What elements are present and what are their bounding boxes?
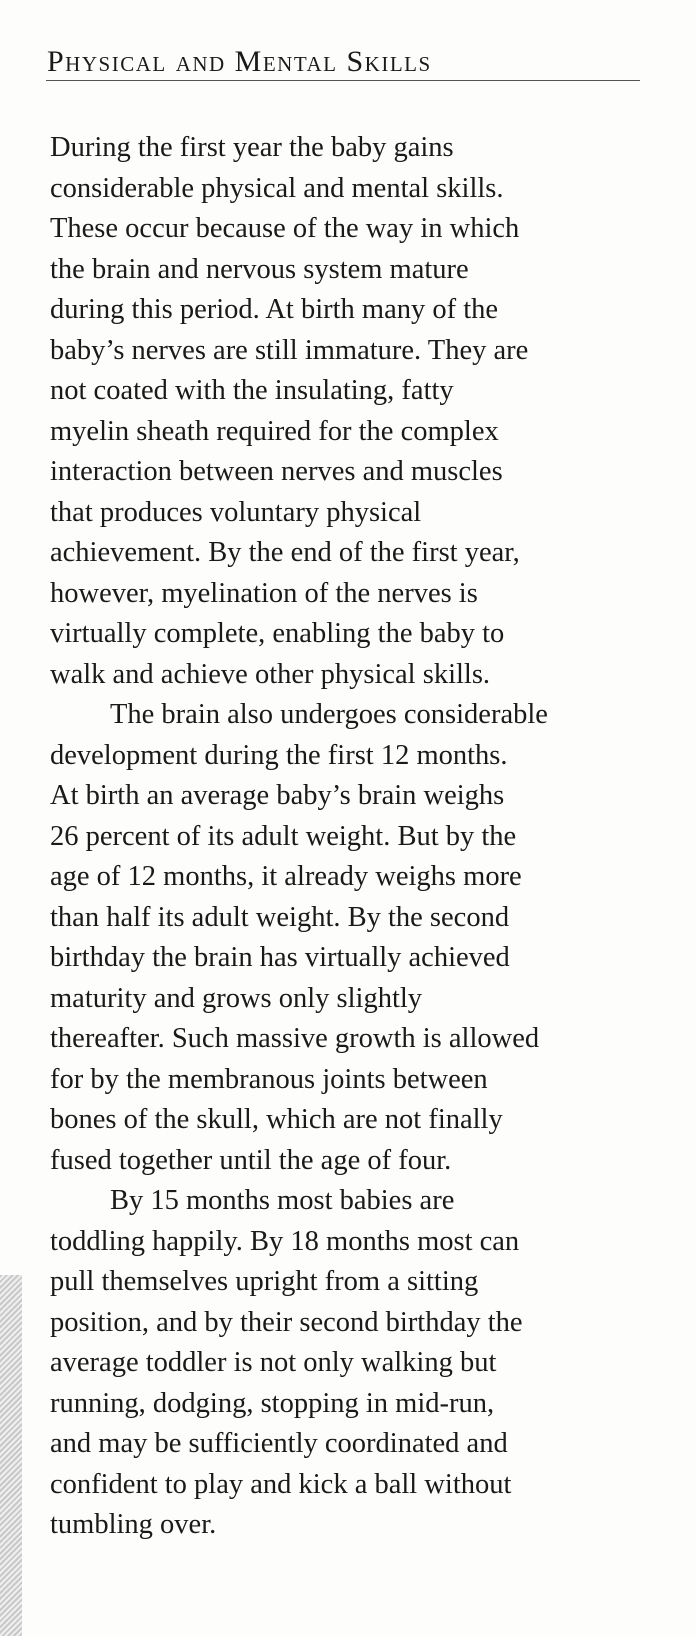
text-line: These occur because of the way in which [50,213,520,244]
text-line: baby’s nerves are still immature. They are [50,334,529,366]
text-line: development during the first 12 months. [50,739,508,771]
text-line: virtually complete, enabling the baby to [50,618,505,649]
paragraph-2 [50,695,650,1181]
text-line: pull themselves upright from a sitting [50,1266,479,1297]
paragraph-3 [50,1181,650,1546]
text-line: than half its adult weight. By the second [50,901,510,933]
text-line: average toddler is not only walking but [50,1347,497,1378]
text-line: position, and by their second birthday the [50,1306,523,1338]
text-line: that produces voluntary physical [50,496,422,528]
text-line: for by the membranous joints between [50,1063,488,1095]
text-line: not coated with the insulating, fatty [50,375,454,406]
text-line: running, dodging, stopping in mid-run, [50,1387,495,1419]
text-line: The brain also undergoes considerable [110,699,548,730]
text-line: confident to play and kick a ball without [50,1468,512,1500]
text-line: and may be sufficiently coordinated and [50,1428,508,1459]
text-line: birthday the brain has virtually achieved [50,942,510,973]
text-line: myelin sheath required for the complex [50,415,499,447]
text-line: maturity and grows only slightly [50,982,423,1014]
text-line: the brain and nervous system mature [50,253,469,285]
section-heading: Physical and Mental Skills [47,45,432,78]
body-text [50,128,650,1546]
text-line: During the first year the baby gains [50,132,454,163]
text-line: achievement. By the end of the first year, [50,537,520,568]
text-line: toddling happily. By 18 months most can [50,1225,520,1257]
text-line: walk and achieve other physical skills. [50,658,491,690]
margin-hatch-strip [0,1275,22,1636]
text-line: 26 percent of its adult weight. But by the [50,820,517,852]
paragraph-1 [50,128,650,695]
text-line: thereafter. Such massive growth is allowed [50,1023,540,1054]
text-line: considerable physical and mental skills. [50,172,504,204]
text-line: tumbling over. [50,1509,217,1540]
text-line: fused together until the age of four. [50,1144,452,1176]
text-line: age of 12 months, it already weighs more [50,861,522,892]
text-line: At birth an average baby’s brain weighs [50,780,505,811]
text-line: however, myelination of the nerves is [50,577,478,609]
text-line: interaction between nerves and muscles [50,456,503,487]
heading-underline [46,80,640,81]
text-line: By 15 months most babies are [110,1185,455,1216]
text-line: during this period. At birth many of the [50,294,499,325]
text-line: bones of the skull, which are not finally [50,1104,503,1135]
